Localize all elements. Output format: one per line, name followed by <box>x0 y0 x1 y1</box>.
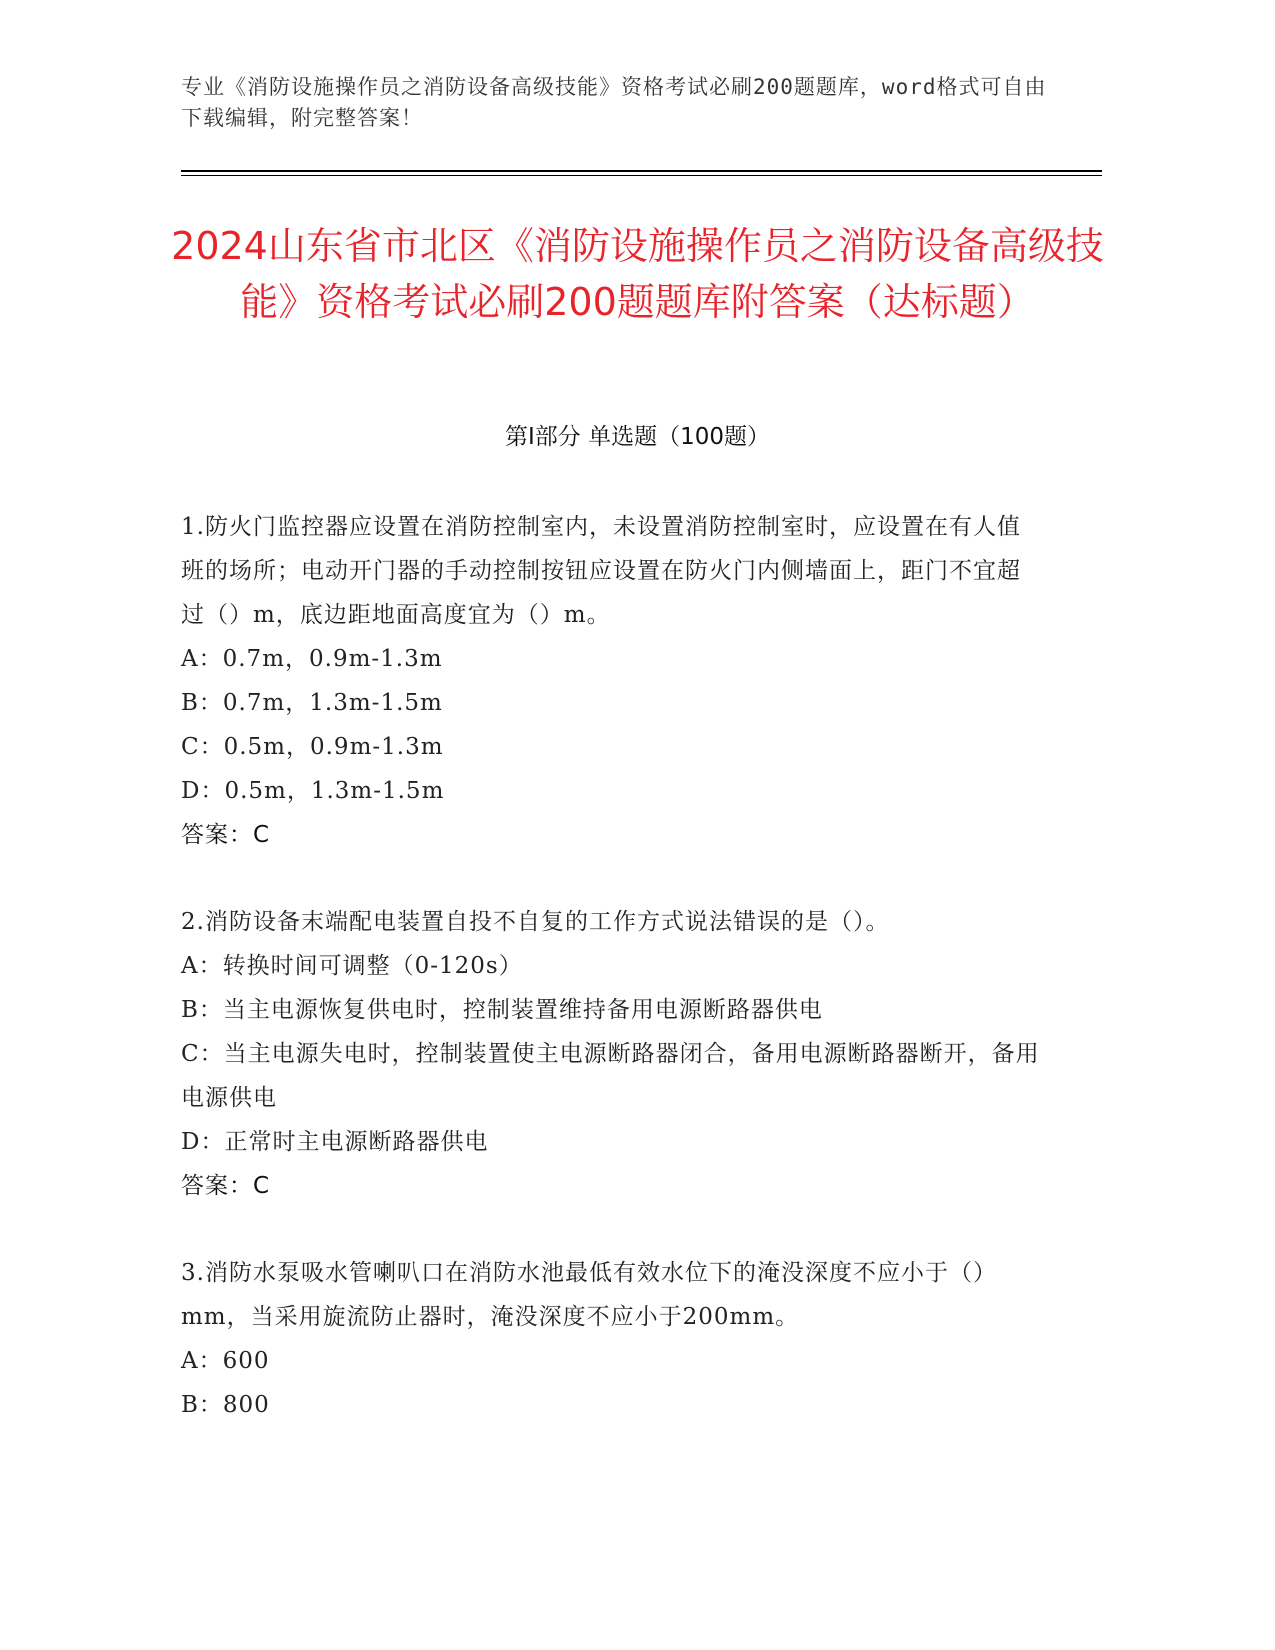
question-3 <box>181 1251 1041 1427</box>
section-heading: 第Ⅰ部分 单选题（100题） <box>505 424 770 450</box>
question-stem: 2.消防设备末端配电装置自投不自复的工作方式说法错误的是（）。 <box>181 909 890 935</box>
option-c: C：0.5m，0.9m-1.3m <box>181 734 444 760</box>
option-a: A：转换时间可调整（0-120s） <box>181 953 523 979</box>
answer-line: 答案：C <box>181 822 271 848</box>
question-list <box>181 505 1041 1470</box>
option-a: A：0.7m，0.9m-1.3m <box>181 646 443 672</box>
option-d: D：正常时主电源断路器供电 <box>181 1129 489 1155</box>
header-rule-thin <box>181 175 1102 176</box>
option-d: D：0.5m，1.3m-1.5m <box>181 778 445 804</box>
answer-line: 答案：C <box>181 1173 271 1199</box>
question-stem: 1.防火门监控器应设置在消防控制室内，未设置消防控制室时，应设置在有人值班的场所；电动开门器的手动控制按钮应设置在防火门内侧墙面上，距门不宜超过（）m，底边距地面高度宜为（）m。 <box>181 514 1021 628</box>
header-note: 专业《消防设施操作员之消防设备高级技能》资格考试必刷200题题库，word格式可自由下载编辑，附完整答案！ <box>181 75 1047 130</box>
option-c: C：当主电源失电时，控制装置使主电源断路器闭合，备用电源断路器断开，备用电源供电 <box>181 1041 1040 1111</box>
option-b: B：800 <box>181 1392 270 1418</box>
option-b: B：0.7m，1.3m-1.5m <box>181 690 443 716</box>
header-rule-thick <box>181 170 1102 172</box>
option-b: B：当主电源恢复供电时，控制装置维持备用电源断路器供电 <box>181 997 823 1023</box>
question-2 <box>181 900 1041 1208</box>
document-title: 2024山东省市北区《消防设施操作员之消防设备高级技能》资格考试必刷200题题库附答案（达标题） <box>171 224 1104 324</box>
question-stem: 3.消防水泵吸水管喇叭口在消防水池最低有效水位下的淹没深度不应小于（）mm，当采用旋流防止器时，淹没深度不应小于200mm。 <box>181 1260 997 1330</box>
question-1 <box>181 505 1041 857</box>
option-a: A：600 <box>181 1348 270 1374</box>
